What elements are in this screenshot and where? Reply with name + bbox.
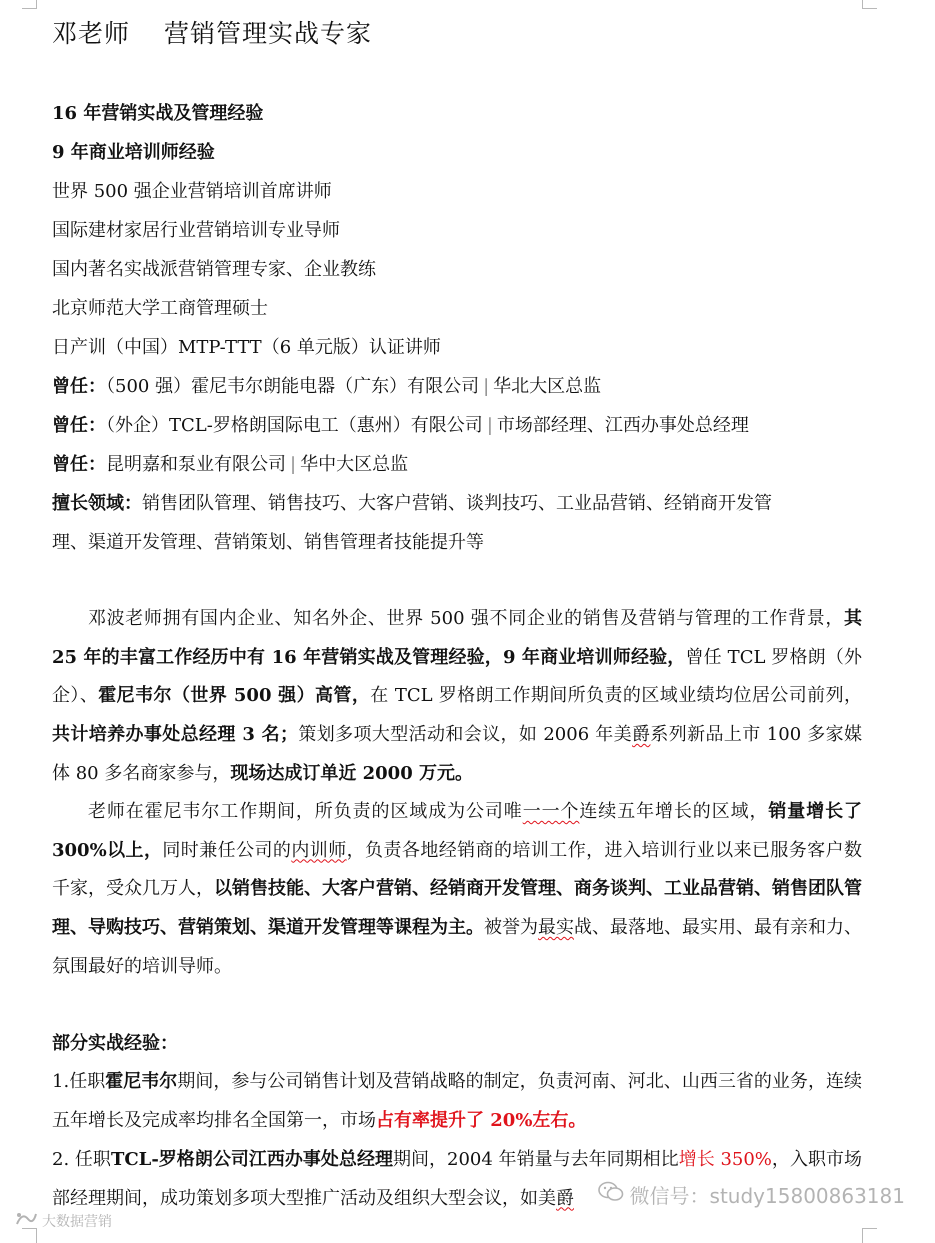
- bio-text: 策划多项大型活动和会议，如 2006 年美: [297, 724, 633, 746]
- bio-text: 曾任 TCL 罗格朗（外企）、: [52, 646, 862, 707]
- position-label: 曾任：: [52, 454, 106, 475]
- experience-text: 期间，参与公司销售计划及营销战略的制定，负责河南、河北、山西三省的业务，连续五年增长及完成率均排名全国第一，市场: [52, 1071, 862, 1131]
- expertise-line: [52, 492, 772, 516]
- wechat-watermark: [598, 1180, 905, 1209]
- experience-text: ，入职市场部经理期间，成功策划多项大型推广活动及组织大型会议，如美: [52, 1149, 862, 1209]
- bio-text: 在 TCL 罗格朗工作期间所负责的区域业绩均位居公司前列，: [370, 685, 862, 707]
- bio-highlight: 其 25 年的丰富工作经历中有 16 年营销实战及管理经验，9 年商业培训师经验，: [52, 608, 862, 668]
- spellcheck-word: 一一个: [522, 801, 580, 822]
- experience-metric: 占有率提升了 20%左右。: [376, 1109, 587, 1131]
- summary-line: 9 年商业培训师经验: [52, 142, 215, 163]
- experience-item-1: [52, 1063, 862, 1140]
- credential-line: 国内著名实战派营销管理专家、企业教练: [52, 259, 376, 280]
- position-separator: |: [483, 376, 490, 397]
- brand-watermark: [14, 1210, 112, 1232]
- experience-text: 2. 任职: [52, 1149, 111, 1170]
- position-role: 华北大区总监: [493, 376, 602, 397]
- position-role: 市场部经理、江西办事处总经理: [496, 415, 749, 436]
- expertise-line-2: 理、渠道开发管理、营销策划、销售管理者技能提升等: [52, 532, 484, 553]
- wechat-icon: [598, 1181, 624, 1208]
- bio-text: 老师在霍尼韦尔工作期间，所负责的区域成为公司唯: [88, 801, 523, 822]
- position-label: 曾任：: [52, 415, 106, 436]
- page-corner-mark: [22, 0, 37, 9]
- summary-line: 16 年营销实战及管理经验: [52, 103, 264, 124]
- position-separator: |: [290, 454, 297, 475]
- position-company: （外企）TCL-罗格朗国际电工（惠州）有限公司: [106, 415, 483, 436]
- position-separator: |: [486, 415, 493, 436]
- spellcheck-word: 最实: [538, 917, 574, 939]
- spellcheck-word: 爵: [632, 724, 651, 746]
- experience-text: 期间，2004 年销量与去年同期相比: [392, 1149, 679, 1170]
- bio-text: 战、最落地、最实用、最有亲和力、氛围最好的培训导师。: [52, 917, 862, 977]
- experience-highlight: 霍尼韦尔: [105, 1071, 178, 1092]
- experience-metric: 增长 350%: [678, 1149, 772, 1170]
- bio-text: ，负责各地经销商的培训工作，进入培训行业以来已服务客户数千家，受众几万人，: [52, 839, 863, 900]
- spellcheck-word: 内训师: [291, 839, 347, 861]
- wechat-watermark-text: 微信号：study15800863181: [629, 1184, 905, 1208]
- credential-line: 国际建材家居行业营销培训专业导师: [52, 220, 340, 241]
- position-company: 昆明嘉和泵业有限公司: [106, 454, 286, 475]
- page-corner-mark: [862, 0, 877, 9]
- experience-highlight: TCL-罗格朗公司江西办事处总经理: [110, 1149, 393, 1170]
- bio-text: 被誉为: [484, 917, 538, 939]
- bio-text: 系列新品上市 100 多家媒体 80 多名商家参与，: [52, 724, 862, 784]
- credential-line: 日产训（中国）MTP-TTT（6 单元版）认证讲师: [52, 337, 441, 358]
- expertise-label: 擅长领域：: [52, 493, 142, 514]
- position-line: [52, 375, 601, 399]
- position-label: 曾任：: [52, 376, 106, 397]
- position-line: [52, 453, 408, 477]
- brand-watermark-text: 大数据营销: [42, 1214, 112, 1230]
- bio-paragraph-1: [52, 600, 862, 794]
- bio-highlight: 霍尼韦尔（世界 500 强）高管，: [98, 685, 371, 707]
- spellcheck-word: 爵: [556, 1187, 574, 1209]
- position-role: 华中大区总监: [300, 454, 409, 475]
- teacher-subtitle: 营销管理实战专家: [164, 19, 373, 48]
- teacher-name: 邓老师: [52, 19, 131, 48]
- brand-logo-icon: [14, 1210, 38, 1232]
- bio-paragraph-2: [52, 793, 862, 987]
- bio-highlight: 销量增长了 300%以上，: [52, 801, 863, 861]
- bio-text: 连续五年增长的区域，: [579, 801, 769, 822]
- bio-highlight: 现场达成订单近 2000 万元。: [230, 762, 473, 784]
- expertise-text: 销售团队管理、销售技巧、大客户营销、谈判技巧、工业品营销、经销商开发管: [142, 493, 772, 514]
- document-title: [52, 14, 372, 50]
- page-corner-mark: [862, 1228, 877, 1243]
- bio-text: 邓波老师拥有国内企业、知名外企、世界 500 强不同企业的销售及营销与管理的工作背景，: [88, 608, 844, 629]
- bio-highlight: 以销售技能、大客户营销、经销商开发管理、商务谈判、工业品营销、销售团队管理、导购技巧、营销策划、渠道开发管理等课程为主。: [52, 878, 862, 939]
- credential-line: 世界 500 强企业营销培训首席讲师: [52, 181, 332, 202]
- credential-line: 北京师范大学工商管理硕士: [52, 298, 268, 319]
- bio-text: 同时兼任公司的: [162, 839, 292, 861]
- position-company: （500 强）霍尼韦尔朗能电器（广东）有限公司: [106, 376, 480, 397]
- experience-text: 1.任职: [52, 1071, 106, 1092]
- bio-highlight: 共计培养办事处总经理 3 名；: [52, 724, 298, 746]
- experience-heading: 部分实战经验：: [52, 1033, 178, 1054]
- position-line: [52, 414, 749, 438]
